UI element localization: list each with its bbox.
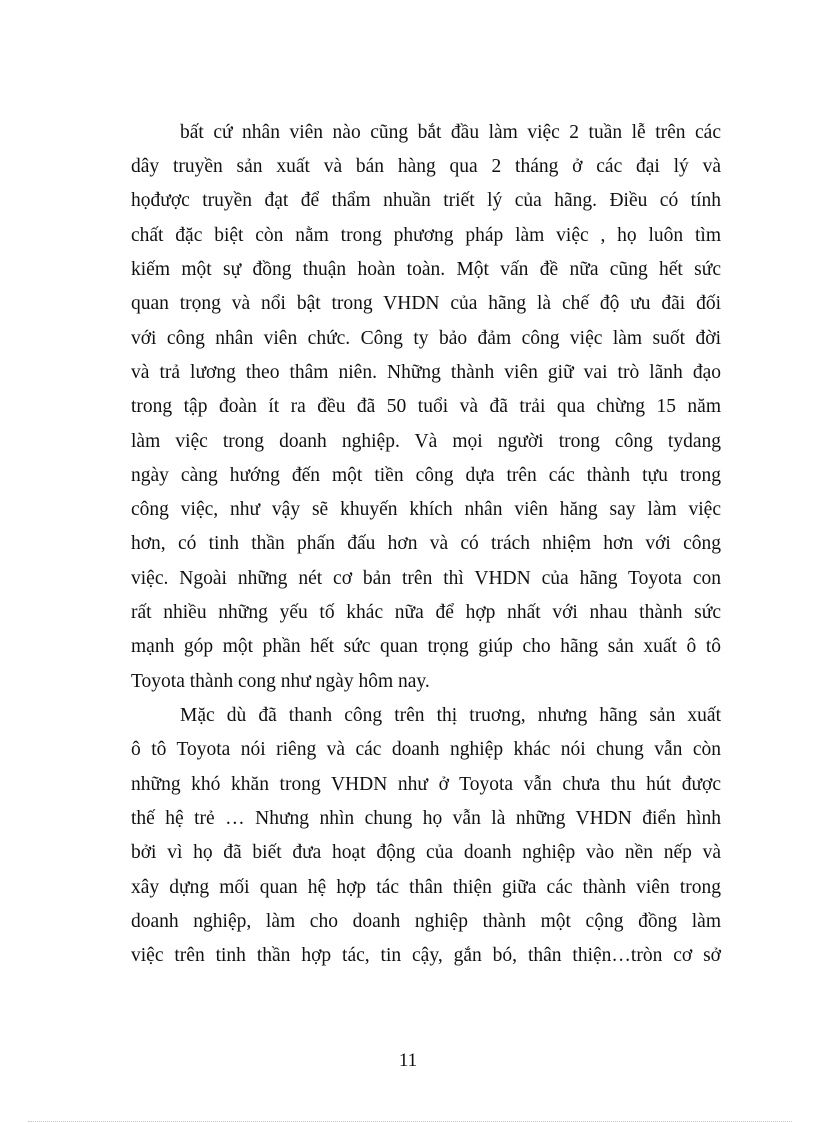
- text-line: những khó khăn trong VHDN như ở Toyota vẫn chưa thu hút được: [131, 774, 721, 795]
- text-line: bởi vì họ đã biết đưa hoạt động của doanh nghiệp vào nền nếp và: [131, 842, 721, 863]
- text-line: hơn, có tinh thần phấn đấu hơn và có trách nhiệm hơn với công: [131, 533, 721, 554]
- text-line: làm việc trong doanh nghiệp. Và mọi người trong công tydang: [131, 431, 721, 452]
- text-line: công việc, như vậy sẽ khuyến khích nhân viên hăng say làm việc: [131, 499, 721, 520]
- page-number: 11: [398, 1050, 418, 1071]
- text-line: và trả lương theo thâm niên. Những thành viên giữ vai trò lãnh đạo: [131, 362, 721, 383]
- text-line: bất cứ nhân viên nào cũng bắt đầu làm việc 2 tuần lễ trên các: [180, 122, 721, 143]
- text-line: mạnh góp một phần hết sức quan trọng giúp cho hãng sản xuất ô tô: [131, 636, 721, 657]
- text-line: họđược truyền đạt để thẩm nhuần triết lý của hãng. Điều có tính: [131, 190, 721, 211]
- text-line: dây truyền sản xuất và bán hàng qua 2 tháng ở các đại lý và: [131, 156, 721, 177]
- text-line: doanh nghiệp, làm cho doanh nghiệp thành một cộng đồng làm: [131, 911, 721, 932]
- text-line: Toyota thành cong như ngày hôm nay.: [131, 671, 430, 692]
- text-line: việc trên tinh thần hợp tác, tin cậy, gắn bó, thân thiện…tròn cơ sở: [131, 945, 721, 966]
- text-line: trong tập đoàn ít ra đều đã 50 tuổi và đã trải qua chừng 15 năm: [131, 396, 721, 417]
- text-line: ngày càng hướng đến một tiền công dựa trên các thành tựu trong: [131, 465, 721, 486]
- text-line: Mặc dù đã thanh công trên thị truơng, nhưng hãng sản xuất: [180, 705, 721, 726]
- text-line: thế hệ trẻ … Nhưng nhìn chung họ vẫn là những VHDN điển hình: [131, 808, 721, 829]
- page-bottom-divider: [28, 1121, 792, 1122]
- text-line: kiếm một sự đồng thuận hoàn toàn. Một vấn đề nữa cũng hết sức: [131, 259, 721, 280]
- text-line: ô tô Toyota nói riêng và các doanh nghiệp khác nói chung vẫn còn: [131, 739, 721, 760]
- text-line: rất nhiều những yếu tố khác nữa để hợp nhất với nhau thành sức: [131, 602, 721, 623]
- text-line: chất đặc biệt còn nằm trong phương pháp làm việc , họ luôn tìm: [131, 225, 721, 246]
- text-line: việc. Ngoài những nét cơ bản trên thì VHDN của hãng Toyota con: [131, 568, 721, 589]
- text-line: quan trọng và nổi bật trong VHDN của hãng là chế độ ưu đãi đối: [131, 293, 721, 314]
- text-line: với công nhân viên chức. Công ty bảo đảm công việc làm suốt đời: [131, 328, 721, 349]
- text-line: xây dựng mối quan hệ hợp tác thân thiện giữa các thành viên trong: [131, 877, 721, 898]
